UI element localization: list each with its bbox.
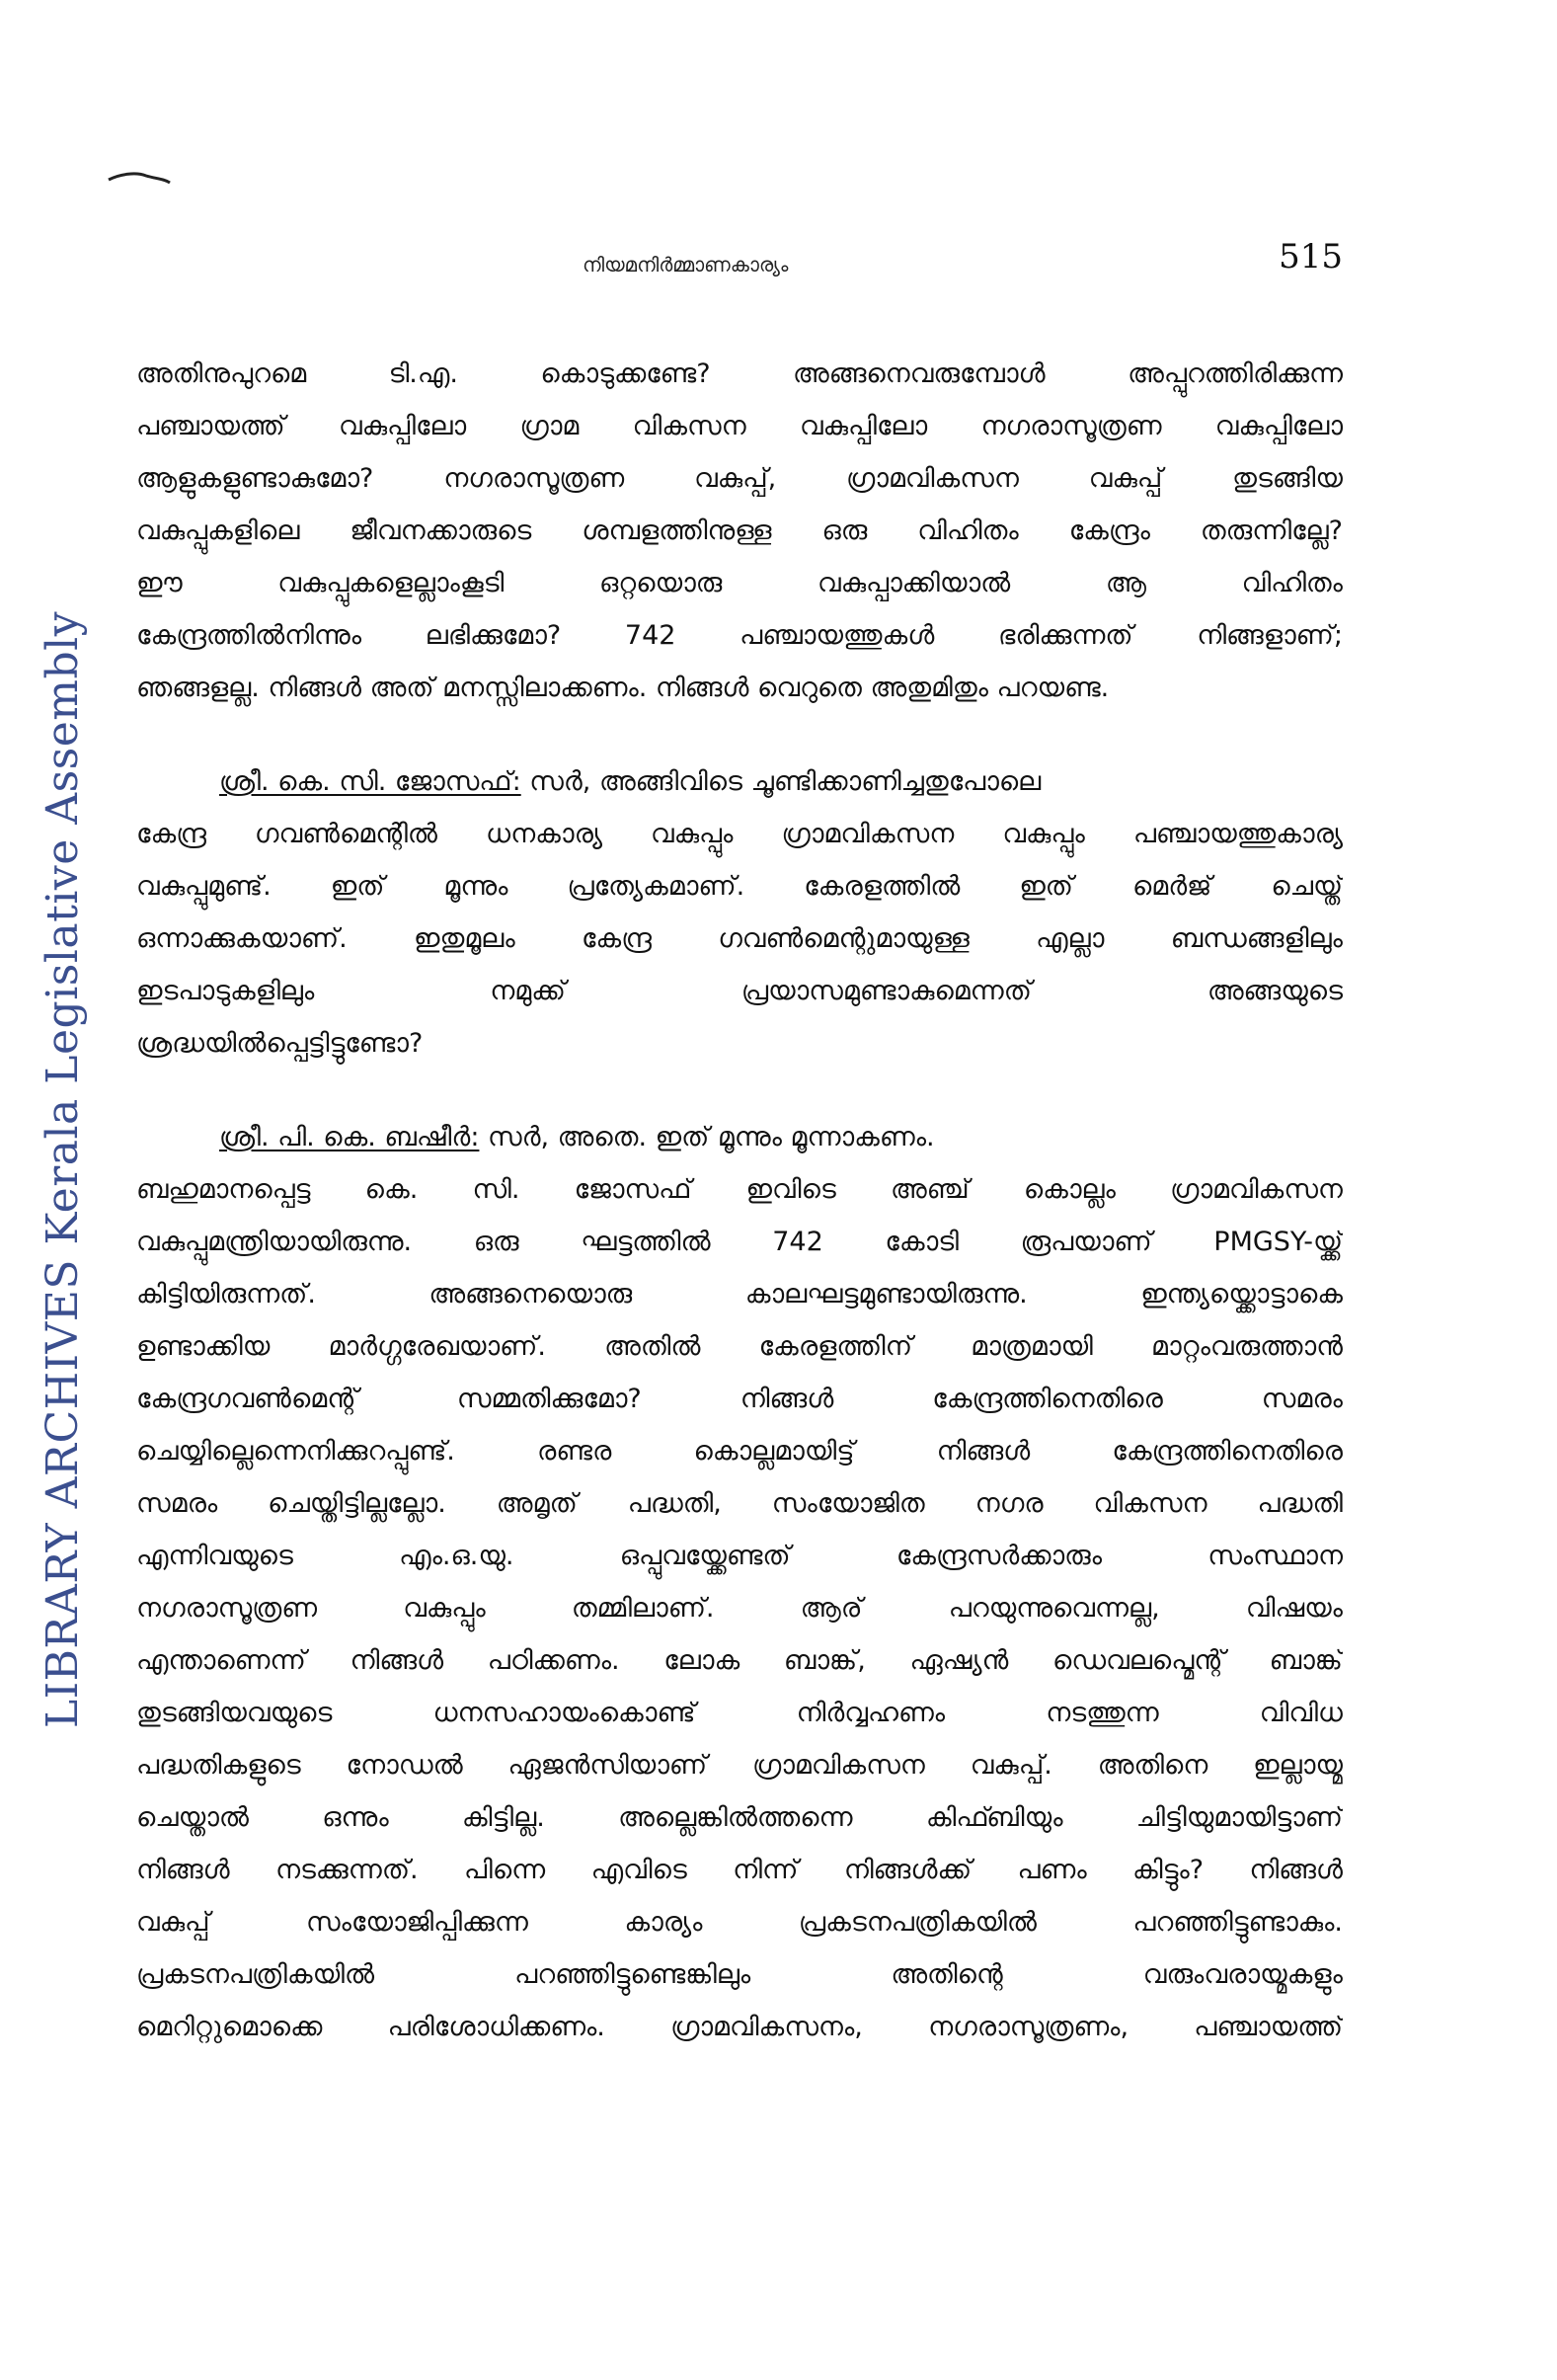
- speaker-line: [136, 1111, 1343, 1163]
- body-text: [136, 348, 1343, 2095]
- text-line: ശ്രദ്ധയിൽപ്പെട്ടിട്ടുണ്ടോ?: [136, 1028, 424, 1059]
- paragraph-2: [136, 755, 1343, 1070]
- text-line: സമരം ചെയ്തിട്ടില്ലല്ലോ. അമൃത് പദ്ധതി, സംയോജിത നഗര വികസന പദ്ധതി: [136, 1488, 1343, 1519]
- text-line: കിട്ടിയിരുന്നത്. അങ്ങനെയൊരു കാലഘട്ടമുണ്ടായിരുന്നു. ഇന്ത്യയ്ക്കൊട്ടാകെ: [136, 1279, 1343, 1309]
- text-line: മെറിറ്റുമൊക്കെ പരിശോധിക്കണം. ഗ്രാമവികസനം, നഗരാസൂത്രണം, പഞ്ചായത്ത്: [136, 2012, 1343, 2042]
- text-line: നിങ്ങൾ നടക്കുന്നത്. പിന്നെ എവിടെ നിന്ന് നിങ്ങൾക്ക് പണം കിട്ടും? നിങ്ങൾ: [136, 1855, 1343, 1885]
- text-line: വകുപ്പുമന്ത്രിയായിരുന്നു. ഒരു ഘട്ടത്തിൽ 742 കോടി രൂപയാണ് PMGSY-യ്ക്ക്: [136, 1227, 1343, 1257]
- speaker-line: [136, 755, 1343, 808]
- text-line: പദ്ധതികളുടെ നോഡൽ ഏജൻസിയാണ് ഗ്രാമവികസന വകുപ്പ്. അതിനെ ഇല്ലായ്മ: [136, 1750, 1343, 1781]
- paragraph-3: [136, 1111, 1343, 2053]
- page-number: 515: [1279, 237, 1343, 277]
- text-line: ഇടപാടുകളിലും നമുക്ക് പ്രയാസമുണ്ടാകുമെന്നത് അങ്ങയുടെ: [136, 976, 1343, 1006]
- text-line: എന്നിവയുടെ എം.ഒ.യു. ഒപ്പുവയ്ക്കേണ്ടത് കേന്ദ്രസർക്കാരും സംസ്ഥാന: [136, 1541, 1343, 1571]
- text-line: പഞ്ചായത്ത് വകുപ്പിലോ ഗ്രാമ വികസന വകുപ്പിലോ നഗരാസൂത്രണ വകുപ്പിലോ: [136, 411, 1343, 441]
- speaker-name: ശ്രീ. കെ. സി. ജോസഫ്:: [219, 766, 521, 797]
- speaker-name: ശ്രീ. പി. കെ. ബഷീർ:: [219, 1122, 480, 1152]
- text-line: കേന്ദ്ര ഗവൺമെന്റിൽ ധനകാര്യ വകുപ്പും ഗ്രാമവികസന വകുപ്പും പഞ്ചായത്തുകാര്യ: [136, 819, 1343, 849]
- text-line: എന്താണെന്ന് നിങ്ങൾ പഠിക്കണം. ലോക ബാങ്ക്, ഏഷ്യൻ ഡെവലപ്മെന്റ് ബാങ്ക്: [136, 1645, 1343, 1676]
- page-header: [128, 235, 1343, 294]
- paragraph-1: [136, 348, 1343, 714]
- text-line: തുടങ്ങിയവയുടെ ധനസഹായംകൊണ്ട് നിർവ്വഹണം നടത്തുന്ന വിവിധ: [136, 1698, 1343, 1728]
- text-line: ഈ വകുപ്പുകളെല്ലാംകൂടി ഒറ്റയൊരു വകുപ്പാക്കിയാൽ ആ വിഹിതം: [136, 568, 1343, 598]
- text-line: കേന്ദ്രഗവൺമെന്റ് സമ്മതിക്കുമോ? നിങ്ങൾ കേന്ദ്രത്തിനെതിരെ സമരം: [136, 1384, 1343, 1414]
- text-line: ചെയ്യില്ലെന്നെനിക്കുറപ്പുണ്ട്. രണ്ടര കൊല്ലമായിട്ട് നിങ്ങൾ കേന്ദ്രത്തിനെതിരെ: [136, 1436, 1343, 1467]
- speaker-speech-start: സർ, അങ്ങിവിടെ ചൂണ്ടിക്കാണിച്ചതുപോലെ: [520, 766, 1042, 797]
- text-line: കേന്ദ്രത്തിൽനിന്നും ലഭിക്കുമോ? 742 പഞ്ചായത്തുകൾ ഭരിക്കുന്നത് നിങ്ങളാണ്;: [136, 620, 1343, 651]
- ink-smudge-mark: [107, 170, 172, 186]
- text-line: വകുപ്പ് സംയോജിപ്പിക്കുന്ന കാര്യം പ്രകടനപത്രികയിൽ പറഞ്ഞിട്ടുണ്ടാകും.: [136, 1907, 1343, 1938]
- text-line: പ്രകടനപത്രികയിൽ പറഞ്ഞിട്ടുണ്ടെങ്കിലും അതിന്റെ വരുംവരായ്മകളും: [136, 1959, 1343, 1990]
- text-line: ഉണ്ടാക്കിയ മാർഗ്ഗരേഖയാണ്. അതിൽ കേരളത്തിന് മാത്രമായി മാറ്റംവരുത്താൻ: [136, 1331, 1343, 1362]
- text-line: ആളുകളുണ്ടാകുമോ? നഗരാസൂത്രണ വകുപ്പ്, ഗ്രാമവികസന വകുപ്പ് തുടങ്ങിയ: [136, 463, 1343, 494]
- library-archives-watermark: LIBRARY ARCHIVES Kerala Legislative Assembly: [38, 610, 88, 1728]
- text-line: ഒന്നാക്കുകയാണ്. ഇതുമൂലം കേന്ദ്ര ഗവൺമെന്റുമായുള്ള എല്ലാ ബന്ധങ്ങളിലും: [136, 923, 1343, 954]
- text-line: വകുപ്പുകളിലെ ജീവനക്കാരുടെ ശമ്പളത്തിനുള്ള ഒരു വിഹിതം കേന്ദ്രം തരുന്നില്ലേ?: [136, 516, 1343, 546]
- text-line: ചെയ്താൽ ഒന്നും കിട്ടില്ല. അല്ലെങ്കിൽത്തന്നെ കിഫ്ബിയും ചിട്ടിയുമായിട്ടാണ്: [136, 1802, 1343, 1833]
- text-line: നഗരാസൂത്രണ വകുപ്പും തമ്മിലാണ്. ആര് പറയുന്നുവെന്നല്ല, വിഷയം: [136, 1593, 1343, 1624]
- text-line: ബഹുമാനപ്പെട്ട കെ. സി. ജോസഫ് ഇവിടെ അഞ്ച് കൊല്ലം ഗ്രാമവികസന: [136, 1174, 1343, 1205]
- text-line: അതിനുപുറമെ ടി.എ. കൊടുക്കണ്ടേ? അങ്ങനെവരുമ്പോൾ അപ്പുറത്തിരിക്കുന്ന: [136, 358, 1343, 389]
- text-line: വകുപ്പുമുണ്ട്. ഇത് മൂന്നും പ്രത്യേകമാണ്. കേരളത്തിൽ ഇത് മെർജ് ചെയ്ത്: [136, 871, 1343, 902]
- running-title: നിയമനിർമ്മാണകാര്യം: [583, 253, 789, 277]
- speaker-speech-start: സർ, അതെ. ഇത് മൂന്നും മൂന്നാകണം.: [479, 1122, 935, 1152]
- text-line: ഞങ്ങളല്ല. നിങ്ങൾ അത് മനസ്സിലാക്കണം. നിങ്ങൾ വെറുതെ അതുമിതും പറയണ്ട.: [136, 673, 1110, 703]
